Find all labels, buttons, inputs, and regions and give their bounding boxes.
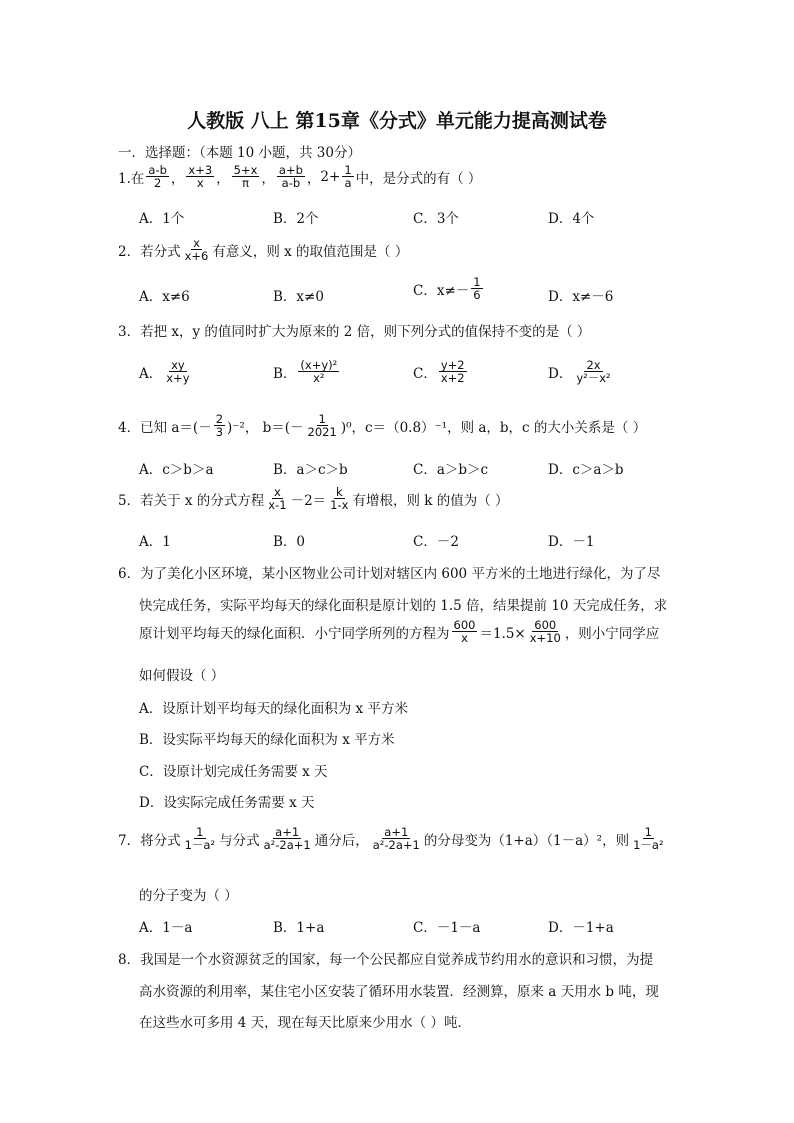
q4-option-c[interactable]: C．a＞b＞c xyxy=(413,462,489,478)
question-8-line-3: 在这些水可多用 4 天，现在每天比原来少用水（ ）吨． xyxy=(139,1015,471,1031)
question-1: 1.在 $\frac{a-b}{2}$ ， $\frac{x+3}{x}$ ， $\frac{5+x}{\pi}$ ， $\frac{a+b}{a-b}$ ， 2+ $\frac{1}{a}$ 中，是分式的有（ ） xyxy=(118,163,482,191)
question-6-line-1: 6．为了美化小区环境，某小区物业公司计划对辖区内 600 平方米的土地进行绿化，为了尽 xyxy=(118,566,661,582)
q4-option-b[interactable]: B．a＞c＞b xyxy=(273,462,348,478)
q2-fraction: $\frac{x}{x+6}$ xyxy=(184,236,209,264)
q4-option-a[interactable]: A．c＞b＞a xyxy=(139,462,214,478)
q1-option-b[interactable]: B．2个 xyxy=(273,211,319,227)
page-title: 人教版 八上 第15章《分式》单元能力提高测试卷 xyxy=(187,110,607,132)
q7-option-c[interactable]: C．－1－a xyxy=(413,920,481,936)
q5-option-c[interactable]: C．－2 xyxy=(413,534,459,550)
q6-option-a[interactable]: A．设原计划平均每天的绿化面积为 x 平方米 xyxy=(139,701,408,717)
q1-fraction-4: $\frac{a+b}{a-b}$ xyxy=(278,163,303,191)
q6-option-c[interactable]: C．设原计划完成任务需要 x 天 xyxy=(139,764,328,780)
q5-option-b[interactable]: B．0 xyxy=(273,534,306,550)
q3-option-c[interactable]: C． $\frac{y+2}{x+2}$ xyxy=(413,358,465,386)
q1-option-d[interactable]: D．4个 xyxy=(548,211,595,227)
q3-option-a[interactable]: A． $\frac{xy}{x+y}$ xyxy=(139,358,190,386)
question-8-line-2: 高水资源的利用率，某住宅小区安装了循环用水装置．经测算，原来 a 天用水 b 吨，现 xyxy=(139,984,659,1000)
q1-fraction-3: $\frac{5+x}{\pi}$ xyxy=(233,163,258,191)
question-3: 3．若把 x，y 的值同时扩大为原来的 2 倍，则下列分式的值保持不变的是（ ） xyxy=(118,324,591,340)
q1-prefix: 1.在 xyxy=(118,170,145,187)
q2-option-c[interactable]: C．x≠－ $\frac{1}{6}$ xyxy=(413,275,481,303)
q7-option-d[interactable]: D．－1+a xyxy=(548,920,614,936)
q5-option-a[interactable]: A．1 xyxy=(139,534,171,550)
q1-fraction-1: $\frac{a-b}{2}$ xyxy=(148,163,167,191)
q1-fraction-5: $\frac{1}{a}$ xyxy=(344,163,352,191)
question-6-line-2: 快完成任务，实际平均每天的绿化面积是原计划的 1.5 倍，结果提前 10 天完成任务，求 xyxy=(139,598,668,614)
q7-option-a[interactable]: A．1－a xyxy=(139,920,193,936)
question-8-line-1: 8．我国是一个水资源贫乏的国家，每一个公民都应自觉养成节约用水的意识和习惯，为提 xyxy=(118,952,654,968)
q7-option-b[interactable]: B．1+a xyxy=(273,920,325,936)
q3-option-b[interactable]: B． $\frac{\text{(x+y)²}}{\text{x²}}$ xyxy=(273,358,338,386)
q6-option-b[interactable]: B．设实际平均每天的绿化面积为 x 平方米 xyxy=(139,732,395,748)
section-heading: 一．选择题：（本题 10 小题，共 30分） xyxy=(118,145,361,161)
q5-option-d[interactable]: D．－1 xyxy=(548,534,595,550)
question-2: 2．若分式 $\frac{x}{x+6}$ 有意义，则 x 的取值范围是（ ） xyxy=(118,236,409,264)
q6-option-d[interactable]: D．设实际完成任务需要 x 天 xyxy=(139,795,315,811)
q3-option-d[interactable]: D． $\frac{2x}{\text{y²－x²}}$ xyxy=(548,358,611,386)
question-4: 4．已知 a＝(－ $\frac{2}{3}$ )⁻²， b＝(－ $\frac{1}{2021}$ )⁰，c＝（0.8）⁻¹，则 a，b，c 的大小关系是（ ） xyxy=(118,412,647,440)
question-6-line-3: 原计划平均每天的绿化面积．小宁同学所列的方程为 $\frac{600}{x}$ ＝1.5× $\frac{600}{x+10}$ ，则小宁同学应 xyxy=(139,618,660,646)
question-6-line-4: 如何假设（ ） xyxy=(139,668,225,684)
question-5: 5．若关于 x 的分式方程 $\frac{x}{x-1}$ －2＝ $\frac{k}{1-x}$ 有增根，则 k 的值为（ ） xyxy=(118,485,509,513)
q2-option-d[interactable]: D．x≠－6 xyxy=(548,289,614,305)
question-7: 7．将分式 $\frac{1}{\text{1－a²}}$ 与分式 $\frac{a+1}{\text{a²-2a+1}}$ 通分后， $\frac{a+1}{\text{a²-2a+1}}$ 的分母变为（1+a）（1－a）²，则 $\frac{1}{\text{1－a²}}$ xyxy=(118,825,664,853)
question-7-line-2: 的分子变为（ ） xyxy=(139,888,238,904)
q1-fraction-2: $\frac{x+3}{x}$ xyxy=(188,163,213,191)
q2-option-a[interactable]: A．x≠6 xyxy=(139,289,190,305)
q2-option-b[interactable]: B．x≠0 xyxy=(273,289,324,305)
q4-option-d[interactable]: D．c＞a＞b xyxy=(548,462,624,478)
q1-option-c[interactable]: C．3个 xyxy=(413,211,459,227)
q1-option-a[interactable]: A．1个 xyxy=(139,211,185,227)
